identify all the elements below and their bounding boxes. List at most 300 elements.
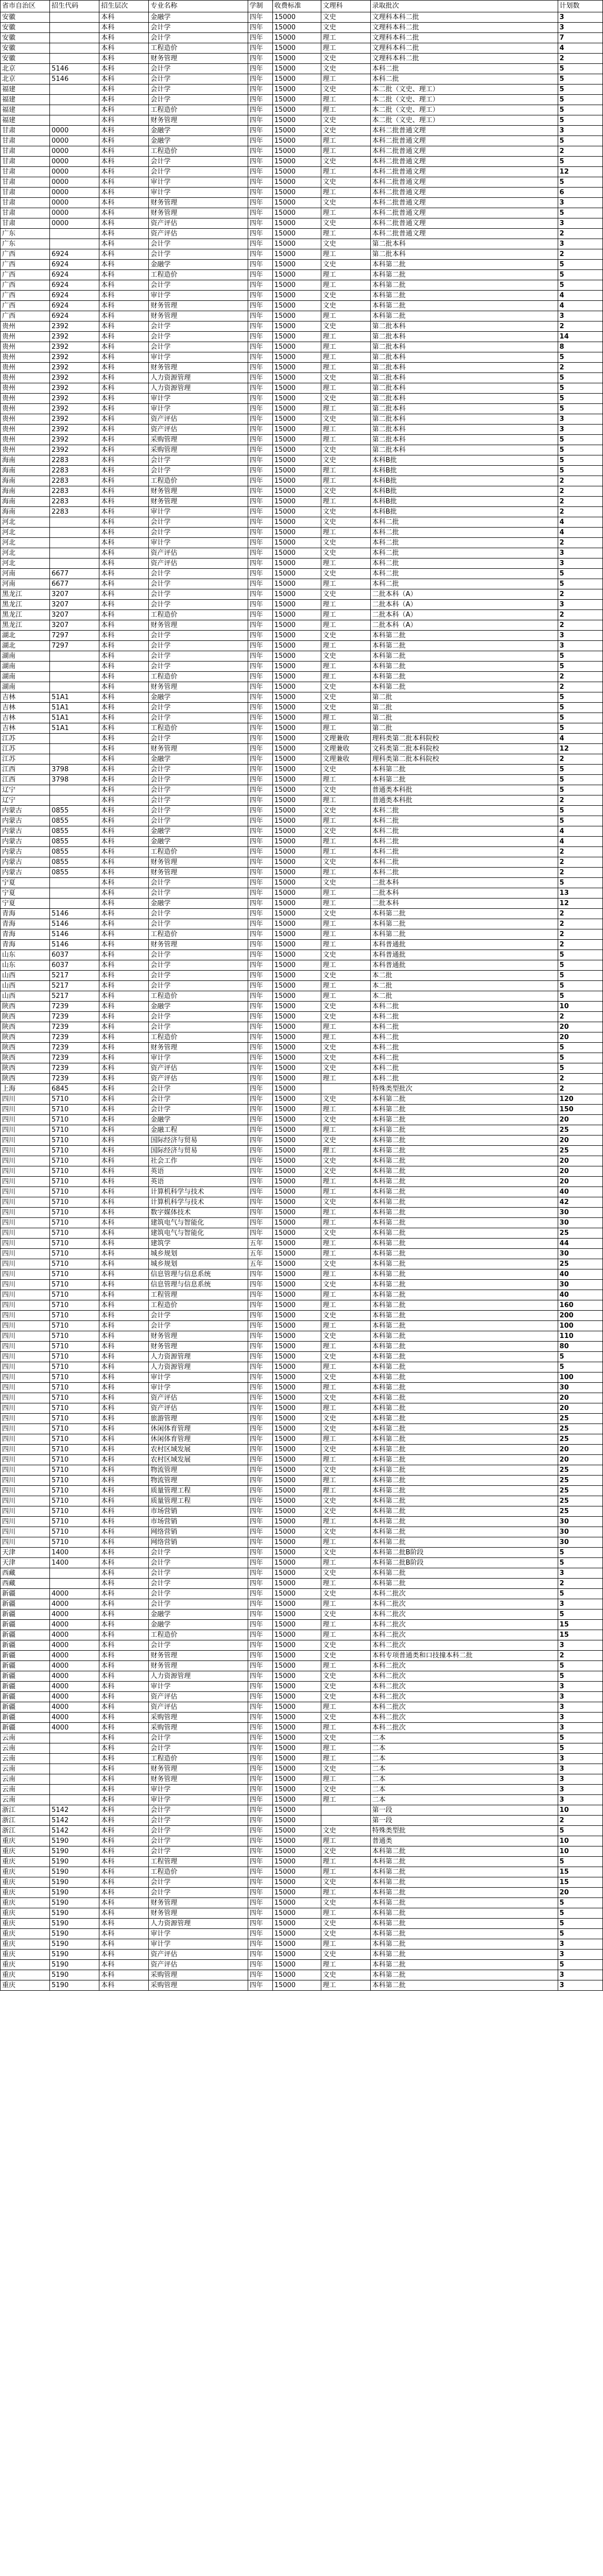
table-row <box>1 311 603 321</box>
duration-cell: 四年 <box>248 1713 272 1723</box>
level-cell: 本科 <box>99 1156 149 1166</box>
code-cell: 0000 <box>50 208 99 218</box>
table-row <box>1 517 603 528</box>
province-cell: 宁夏 <box>1 888 50 899</box>
tuition-cell: 15000 <box>272 1476 321 1486</box>
major-cell: 金融学 <box>149 692 248 703</box>
table-row <box>1 589 603 600</box>
batch-cell: 本科二批普通文理 <box>370 229 558 239</box>
province-cell: 福建 <box>1 105 50 115</box>
level-cell: 本科 <box>99 1898 149 1908</box>
level-cell: 本科 <box>99 857 149 868</box>
level-cell: 本科 <box>99 1713 149 1723</box>
tuition-cell: 15000 <box>272 1970 321 1980</box>
level-cell: 本科 <box>99 115 149 126</box>
province-cell: 重庆 <box>1 1939 50 1950</box>
major-cell: 英语 <box>149 1177 248 1187</box>
table-row <box>1 1208 603 1218</box>
tuition-cell: 15000 <box>272 1290 321 1300</box>
quota-cell: 5 <box>558 466 602 476</box>
quota-cell: 3 <box>558 1682 602 1692</box>
level-cell: 本科 <box>99 1393 149 1403</box>
level-cell: 本科 <box>99 342 149 352</box>
tuition-cell: 15000 <box>272 1403 321 1414</box>
batch-cell: 本科第二批 <box>370 311 558 321</box>
batch-cell: 本科第二批 <box>370 1517 558 1527</box>
quota-cell: 42 <box>558 1197 602 1208</box>
duration-cell: 四年 <box>248 1630 272 1640</box>
quota-cell: 5 <box>558 723 602 734</box>
quota-cell: 5 <box>558 177 602 188</box>
duration-cell: 四年 <box>248 1857 272 1867</box>
province-cell: 新疆 <box>1 1599 50 1609</box>
duration-cell: 四年 <box>248 445 272 455</box>
quota-cell: 3 <box>558 239 602 249</box>
quota-cell: 3 <box>558 1754 602 1764</box>
subject-cell: 理工 <box>321 1836 370 1846</box>
table-row <box>1 765 603 775</box>
province-cell: 四川 <box>1 1424 50 1434</box>
code-cell: 6924 <box>50 270 99 280</box>
code-cell <box>50 878 99 888</box>
table-row <box>1 837 603 847</box>
table-row <box>1 1743 603 1754</box>
code-cell: 4000 <box>50 1589 99 1599</box>
province-cell: 山西 <box>1 991 50 1002</box>
code-cell: 5710 <box>50 1136 99 1146</box>
subject-cell: 理工 <box>321 1249 370 1259</box>
subject-cell: 文史 <box>321 12 370 23</box>
province-cell: 四川 <box>1 1269 50 1280</box>
batch-cell: 本科第二批 <box>370 1125 558 1136</box>
level-cell: 本科 <box>99 929 149 940</box>
table-row <box>1 631 603 641</box>
table-row <box>1 929 603 940</box>
table-row <box>1 229 603 239</box>
tuition-cell: 15000 <box>272 765 321 775</box>
duration-cell: 四年 <box>248 723 272 734</box>
tuition-cell: 15000 <box>272 940 321 950</box>
level-cell: 本科 <box>99 1074 149 1084</box>
subject-cell: 文史 <box>321 1311 370 1321</box>
batch-cell: 本科第二批 <box>370 1960 558 1970</box>
tuition-cell: 15000 <box>272 1372 321 1383</box>
table-row <box>1 558 603 569</box>
tuition-cell: 15000 <box>272 33 321 43</box>
duration-cell: 四年 <box>248 1527 272 1537</box>
batch-cell: 本科第二批 <box>370 1321 558 1331</box>
tuition-cell: 15000 <box>272 1249 321 1259</box>
table-row <box>1 466 603 476</box>
tuition-cell: 15000 <box>272 1094 321 1105</box>
major-cell: 工程造价 <box>149 1867 248 1877</box>
duration-cell: 四年 <box>248 64 272 74</box>
tuition-cell: 15000 <box>272 1032 321 1043</box>
quota-cell: 3 <box>558 631 602 641</box>
tuition-cell: 15000 <box>272 1259 321 1269</box>
duration-cell: 四年 <box>248 198 272 208</box>
code-cell: 5710 <box>50 1331 99 1342</box>
batch-cell: 本科二批 <box>370 1032 558 1043</box>
quota-cell: 2 <box>558 249 602 260</box>
subject-cell: 文史 <box>321 1589 370 1599</box>
quota-cell: 5 <box>558 991 602 1002</box>
major-cell: 财务管理 <box>149 1661 248 1671</box>
level-cell: 本科 <box>99 249 149 260</box>
subject-cell: 文史 <box>321 218 370 229</box>
batch-cell: 本科二批普通文理 <box>370 126 558 136</box>
quota-cell: 12 <box>558 167 602 177</box>
subject-cell <box>321 1084 370 1094</box>
province-cell: 四川 <box>1 1166 50 1177</box>
code-cell: 5146 <box>50 919 99 929</box>
quota-cell: 5 <box>558 1362 602 1372</box>
tuition-cell: 15000 <box>272 1424 321 1434</box>
duration-cell: 四年 <box>248 1661 272 1671</box>
major-cell: 采购管理 <box>149 1970 248 1980</box>
batch-cell: 本科二批次 <box>370 1620 558 1630</box>
tuition-cell: 15000 <box>272 373 321 383</box>
province-cell: 贵州 <box>1 383 50 394</box>
province-cell: 广西 <box>1 301 50 311</box>
code-cell: 7239 <box>50 1063 99 1074</box>
quota-cell: 3 <box>558 414 602 425</box>
subject-cell: 文史 <box>321 1002 370 1012</box>
duration-cell: 四年 <box>248 1805 272 1816</box>
major-cell: 资产评估 <box>149 1063 248 1074</box>
province-cell: 四川 <box>1 1496 50 1506</box>
subject-cell: 文史 <box>321 1919 370 1929</box>
code-cell: 5146 <box>50 929 99 940</box>
duration-cell: 四年 <box>248 1671 272 1682</box>
code-cell: 5710 <box>50 1517 99 1527</box>
subject-cell <box>321 1816 370 1826</box>
duration-cell: 四年 <box>248 425 272 435</box>
table-row <box>1 1002 603 1012</box>
province-cell: 四川 <box>1 1105 50 1115</box>
quota-cell: 5 <box>558 1743 602 1754</box>
major-cell: 资产评估 <box>149 1692 248 1702</box>
table-row <box>1 188 603 198</box>
province-cell: 四川 <box>1 1208 50 1218</box>
subject-cell: 文史 <box>321 1640 370 1651</box>
major-cell: 城乡规划 <box>149 1249 248 1259</box>
major-cell: 数字媒体技术 <box>149 1208 248 1218</box>
duration-cell: 四年 <box>248 620 272 631</box>
duration-cell: 四年 <box>248 1980 272 1991</box>
tuition-cell: 15000 <box>272 1331 321 1342</box>
province-cell: 四川 <box>1 1331 50 1342</box>
duration-cell: 四年 <box>248 703 272 713</box>
tuition-cell: 15000 <box>272 1950 321 1960</box>
province-cell: 贵州 <box>1 352 50 363</box>
duration-cell: 五年 <box>248 1239 272 1249</box>
province-cell: 四川 <box>1 1506 50 1517</box>
level-cell: 本科 <box>99 1558 149 1568</box>
province-cell: 贵州 <box>1 321 50 332</box>
tuition-cell: 15000 <box>272 1043 321 1053</box>
level-cell: 本科 <box>99 1383 149 1393</box>
major-cell: 工程造价 <box>149 1032 248 1043</box>
major-cell: 会计学 <box>149 167 248 177</box>
tuition-cell: 15000 <box>272 1517 321 1527</box>
province-cell: 新疆 <box>1 1620 50 1630</box>
quota-cell: 5 <box>558 1960 602 1970</box>
quota-cell: 2 <box>558 497 602 507</box>
level-cell: 本科 <box>99 1372 149 1383</box>
batch-cell: 本科第二批 <box>370 1269 558 1280</box>
duration-cell: 四年 <box>248 888 272 899</box>
table-row <box>1 1063 603 1074</box>
batch-cell: 第二批本科 <box>370 373 558 383</box>
major-cell: 信息管理与信息系统 <box>149 1280 248 1290</box>
major-cell: 会计学 <box>149 528 248 538</box>
tuition-cell: 15000 <box>272 795 321 806</box>
duration-cell: 四年 <box>248 569 272 579</box>
duration-cell: 四年 <box>248 414 272 425</box>
subject-cell: 文史 <box>321 1197 370 1208</box>
batch-cell: 本科B批 <box>370 466 558 476</box>
quota-cell: 3 <box>558 198 602 208</box>
major-cell: 会计学 <box>149 321 248 332</box>
quota-cell: 12 <box>558 744 602 754</box>
level-cell: 本科 <box>99 1723 149 1733</box>
duration-cell: 四年 <box>248 1311 272 1321</box>
table-row <box>1 1908 603 1919</box>
code-cell: 0855 <box>50 847 99 857</box>
duration-cell: 四年 <box>248 528 272 538</box>
table-row <box>1 1455 603 1465</box>
major-cell: 会计学 <box>149 1846 248 1857</box>
level-cell: 本科 <box>99 837 149 847</box>
duration-cell: 四年 <box>248 1146 272 1156</box>
major-cell: 会计学 <box>149 1877 248 1888</box>
province-cell: 贵州 <box>1 332 50 342</box>
duration-cell: 四年 <box>248 1063 272 1074</box>
subject-cell: 理工 <box>321 1743 370 1754</box>
code-cell: 5710 <box>50 1455 99 1465</box>
batch-cell: 本科第二批 <box>370 1094 558 1105</box>
province-cell: 四川 <box>1 1342 50 1352</box>
province-cell: 陕西 <box>1 1012 50 1022</box>
duration-cell: 四年 <box>248 579 272 589</box>
province-cell: 重庆 <box>1 1898 50 1908</box>
batch-cell: 本科普通批 <box>370 960 558 971</box>
level-cell: 本科 <box>99 1455 149 1465</box>
quota-cell: 40 <box>558 1290 602 1300</box>
major-cell: 会计学 <box>149 806 248 816</box>
province-cell: 甘肃 <box>1 177 50 188</box>
level-cell: 本科 <box>99 455 149 466</box>
duration-cell: 四年 <box>248 363 272 373</box>
tuition-cell: 15000 <box>272 1980 321 1991</box>
level-cell: 本科 <box>99 1094 149 1105</box>
tuition-cell: 15000 <box>272 1074 321 1084</box>
tuition-cell: 15000 <box>272 363 321 373</box>
batch-cell: 第一段 <box>370 1805 558 1816</box>
code-cell: 5190 <box>50 1898 99 1908</box>
quota-cell: 30 <box>558 1208 602 1218</box>
level-cell: 本科 <box>99 620 149 631</box>
duration-cell: 四年 <box>248 280 272 291</box>
subject-cell: 文史 <box>321 1094 370 1105</box>
subject-cell: 理工 <box>321 105 370 115</box>
quota-cell: 5 <box>558 445 602 455</box>
level-cell: 本科 <box>99 198 149 208</box>
batch-cell: 本科第二批 <box>370 1537 558 1548</box>
batch-cell: 本科二批次 <box>370 1609 558 1620</box>
province-cell: 湖北 <box>1 631 50 641</box>
major-cell: 会计学 <box>149 1816 248 1826</box>
major-cell: 财务管理 <box>149 1908 248 1919</box>
tuition-cell: 15000 <box>272 1939 321 1950</box>
province-cell: 海南 <box>1 497 50 507</box>
tuition-cell: 15000 <box>272 579 321 589</box>
table-row <box>1 868 603 878</box>
table-row <box>1 332 603 342</box>
level-cell: 本科 <box>99 754 149 765</box>
batch-cell: 本科第二批 <box>370 929 558 940</box>
table-row <box>1 620 603 631</box>
code-cell <box>50 1764 99 1774</box>
table-row <box>1 1434 603 1445</box>
subject-cell: 理工 <box>321 610 370 620</box>
level-cell: 本科 <box>99 1424 149 1434</box>
table-row <box>1 1898 603 1908</box>
tuition-cell: 15000 <box>272 1857 321 1867</box>
level-cell: 本科 <box>99 1105 149 1115</box>
code-cell: 4000 <box>50 1713 99 1723</box>
table-row <box>1 1846 603 1857</box>
table-row <box>1 1476 603 1486</box>
code-cell <box>50 43 99 54</box>
duration-cell: 四年 <box>248 1074 272 1084</box>
quota-cell: 20 <box>558 1445 602 1455</box>
duration-cell: 四年 <box>248 188 272 198</box>
quota-cell: 3 <box>558 1723 602 1733</box>
batch-cell: 本科第二批 <box>370 631 558 641</box>
subject-cell: 理工 <box>321 363 370 373</box>
level-cell: 本科 <box>99 1269 149 1280</box>
duration-cell: 四年 <box>248 1043 272 1053</box>
table-row <box>1 321 603 332</box>
code-cell: 4000 <box>50 1640 99 1651</box>
batch-cell: 本科二批 <box>370 826 558 837</box>
code-cell <box>50 1743 99 1754</box>
level-cell: 本科 <box>99 373 149 383</box>
tuition-cell: 15000 <box>272 126 321 136</box>
tuition-cell: 15000 <box>272 74 321 84</box>
province-cell: 山西 <box>1 971 50 981</box>
table-row <box>1 1960 603 1970</box>
duration-cell: 四年 <box>248 1342 272 1352</box>
quota-cell: 3 <box>558 23 602 33</box>
major-cell: 会计学 <box>149 280 248 291</box>
code-cell: 5710 <box>50 1372 99 1383</box>
level-cell: 本科 <box>99 847 149 857</box>
tuition-cell: 15000 <box>272 1785 321 1795</box>
major-cell: 财务管理 <box>149 363 248 373</box>
province-cell: 贵州 <box>1 373 50 383</box>
tuition-cell: 15000 <box>272 589 321 600</box>
batch-cell: 本科普通批 <box>370 950 558 960</box>
table-row <box>1 1362 603 1372</box>
quota-cell: 2 <box>558 909 602 919</box>
province-cell: 山西 <box>1 981 50 991</box>
level-cell: 本科 <box>99 1331 149 1342</box>
table-row <box>1 1548 603 1558</box>
code-cell: 51A1 <box>50 703 99 713</box>
batch-cell: 本科第二批 <box>370 1280 558 1290</box>
tuition-cell: 15000 <box>272 1702 321 1713</box>
table-row <box>1 12 603 23</box>
duration-cell: 四年 <box>248 1970 272 1980</box>
tuition-cell: 15000 <box>272 1053 321 1063</box>
code-cell: 5190 <box>50 1867 99 1877</box>
table-row <box>1 981 603 991</box>
table-row <box>1 1774 603 1785</box>
level-cell: 本科 <box>99 1187 149 1197</box>
duration-cell: 四年 <box>248 981 272 991</box>
code-cell: 5710 <box>50 1197 99 1208</box>
major-cell: 资产评估 <box>149 1702 248 1713</box>
duration-cell: 四年 <box>248 538 272 548</box>
table-row <box>1 775 603 785</box>
level-cell: 本科 <box>99 868 149 878</box>
table-row <box>1 1342 603 1352</box>
major-cell: 会计学 <box>149 517 248 528</box>
subject-cell: 文史 <box>321 1445 370 1455</box>
batch-cell: 文理科本科二批 <box>370 54 558 64</box>
quota-cell: 20 <box>558 1022 602 1032</box>
level-cell: 本科 <box>99 425 149 435</box>
quota-cell: 5 <box>558 74 602 84</box>
table-row <box>1 651 603 662</box>
duration-cell: 四年 <box>248 1640 272 1651</box>
major-cell: 会计学 <box>149 23 248 33</box>
table-row <box>1 723 603 734</box>
subject-cell: 理工 <box>321 1146 370 1156</box>
code-cell: 5142 <box>50 1805 99 1816</box>
province-cell: 新疆 <box>1 1589 50 1599</box>
table-row <box>1 33 603 43</box>
quota-cell: 20 <box>558 1115 602 1125</box>
quota-cell: 5 <box>558 806 602 816</box>
code-cell <box>50 54 99 64</box>
duration-cell: 四年 <box>248 1774 272 1785</box>
duration-cell: 四年 <box>248 1208 272 1218</box>
tuition-cell: 15000 <box>272 662 321 672</box>
duration-cell: 四年 <box>248 1269 272 1280</box>
tuition-cell: 15000 <box>272 610 321 620</box>
table-row <box>1 445 603 455</box>
subject-cell: 理工 <box>321 1208 370 1218</box>
duration-cell: 四年 <box>248 1496 272 1506</box>
major-cell: 会计学 <box>149 909 248 919</box>
province-cell: 内蒙古 <box>1 806 50 816</box>
province-cell: 陕西 <box>1 1074 50 1084</box>
quota-cell: 100 <box>558 1372 602 1383</box>
level-cell: 本科 <box>99 1300 149 1311</box>
table-row <box>1 239 603 249</box>
code-cell: 4000 <box>50 1671 99 1682</box>
table-row <box>1 394 603 404</box>
level-cell: 本科 <box>99 1970 149 1980</box>
province-cell: 湖北 <box>1 641 50 651</box>
major-cell: 建筑电气与智能化 <box>149 1228 248 1239</box>
batch-cell: 本科第二批 <box>370 1300 558 1311</box>
table-row <box>1 1785 603 1795</box>
